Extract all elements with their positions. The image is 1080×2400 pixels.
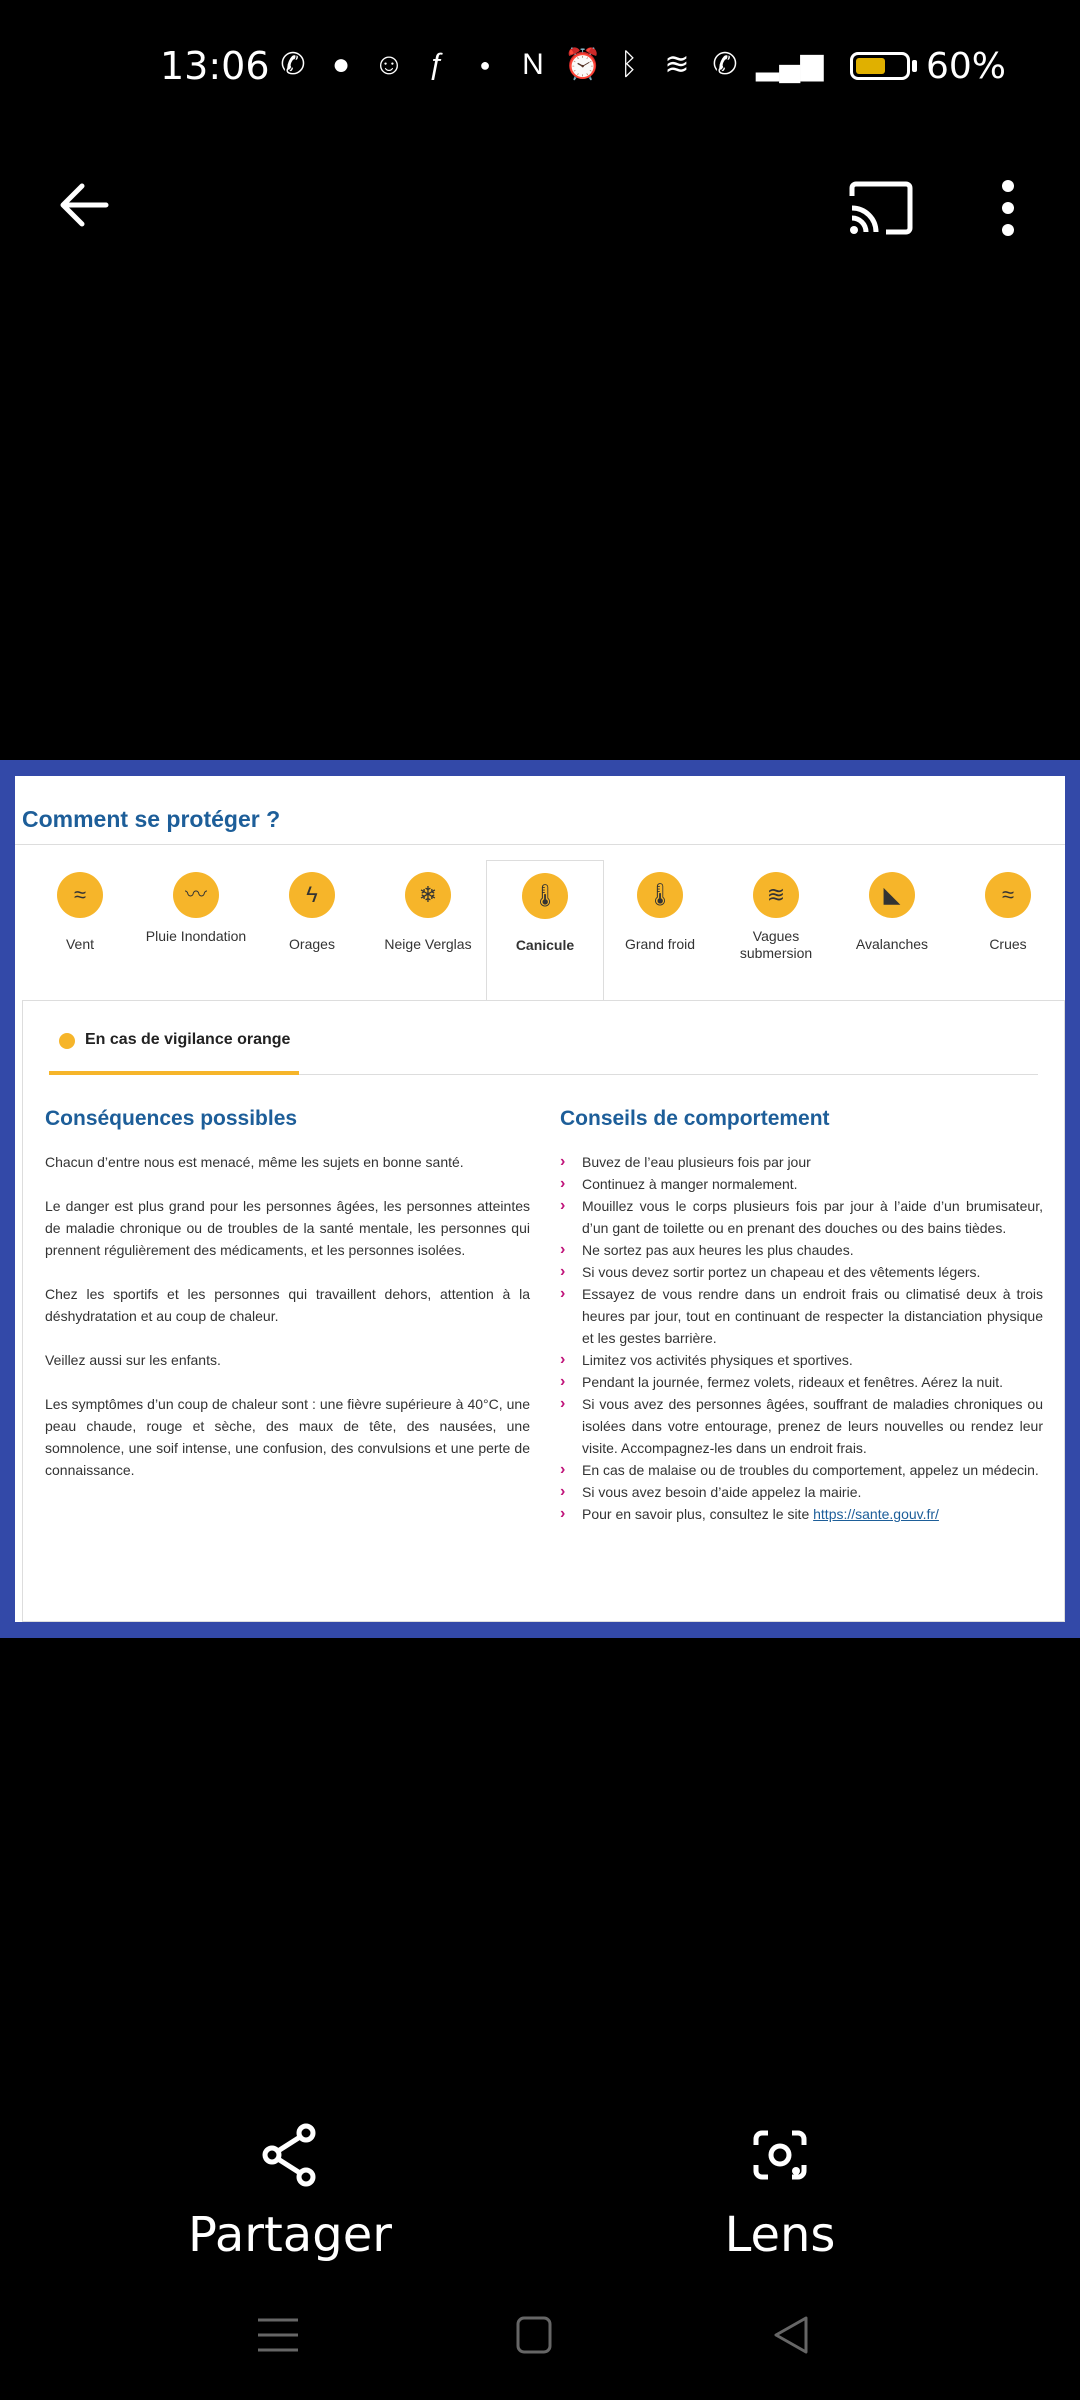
battery-icon bbox=[850, 52, 910, 80]
bluetooth-icon: ᛒ bbox=[620, 48, 638, 81]
list-item: › Pendant la journée, fermez volets, rideaux et fenêtres. Aérez la nuit. bbox=[560, 1373, 1004, 1390]
nfc-icon: N bbox=[522, 48, 544, 81]
status-bar bbox=[0, 0, 1080, 140]
list-item: › Limitez vos activités physiques et sportives. bbox=[560, 1351, 853, 1368]
list-item: › Essayez de vous rendre dans un endroit frais ou climatisé deux à trois heures par jour, tout en continuant de respecter la distanciation physique et les gestes barrière. bbox=[560, 1285, 1043, 1346]
river-flood-icon: ≈ bbox=[985, 872, 1031, 918]
dot-icon: ● bbox=[479, 55, 491, 75]
more-options-icon[interactable] bbox=[996, 178, 1020, 238]
tab-panel bbox=[22, 1000, 1065, 1622]
list-item: › Si vous avez besoin d’aide appelez la mairie. bbox=[560, 1483, 862, 1500]
list-item: › En cas de malaise ou de troubles du comportement, appelez un médecin. bbox=[560, 1461, 1039, 1478]
sante-link[interactable]: https://sante.gouv.fr/ bbox=[813, 1506, 939, 1522]
tab-vagues-submersion[interactable]: ≋ Vagues submersion bbox=[718, 860, 834, 1000]
tab-canicule[interactable]: 🌡 Canicule bbox=[486, 860, 604, 1001]
whatsapp-icon: ✆ bbox=[280, 48, 306, 81]
list-item: › Si vous avez des personnes âgées, souffrant de maladies chroniques ou isolées dans votre entourage, prenez de leurs nouvelles ou rendez leur visite. Accompagnez-les dans un endroit frais. bbox=[560, 1395, 1043, 1456]
signal-icon: ▂▄▆ bbox=[756, 48, 824, 81]
cast-icon[interactable] bbox=[846, 180, 916, 236]
wave-icon: ≋ bbox=[753, 872, 799, 918]
hazard-tabs bbox=[22, 860, 1065, 1000]
tab-vent[interactable]: ≈ Vent bbox=[22, 860, 138, 1000]
share-icon bbox=[260, 2123, 320, 2187]
list-item: › Si vous devez sortir portez un chapeau et des vêtements légers. bbox=[560, 1263, 981, 1280]
tab-orages[interactable]: ϟ Orages bbox=[254, 860, 370, 1000]
tab-avalanches[interactable]: ◣ Avalanches bbox=[834, 860, 950, 1000]
thunderstorm-icon: ϟ bbox=[289, 872, 335, 918]
page-title: Comment se protéger ? bbox=[22, 806, 281, 832]
lens-icon bbox=[750, 2125, 810, 2185]
list-item: › Ne sortez pas aux heures les plus chaudes. bbox=[560, 1241, 854, 1258]
facebook-icon: ƒ bbox=[428, 48, 446, 81]
vigilance-tab[interactable]: En cas de vigilance orange bbox=[49, 1025, 299, 1061]
recent-apps-icon[interactable] bbox=[248, 2310, 308, 2360]
tab-crues[interactable]: ≈ Crues bbox=[950, 860, 1065, 1000]
top-app-bar bbox=[0, 160, 1080, 250]
back-nav-icon[interactable] bbox=[762, 2310, 822, 2360]
orange-dot-icon bbox=[59, 1033, 75, 1049]
share-button[interactable]: Partager bbox=[180, 2115, 400, 2275]
tab-grand-froid[interactable]: 🌡 Grand froid bbox=[602, 860, 718, 1000]
chat-bubble-icon: ● bbox=[331, 48, 351, 81]
document-image[interactable] bbox=[0, 760, 1080, 1638]
wifi-call-icon: ✆ bbox=[712, 48, 738, 81]
list-item: › Continuez à manger normalement. bbox=[560, 1175, 798, 1192]
tab-pluie-inondation[interactable]: 〰 Pluie Inondation bbox=[138, 860, 254, 1000]
avalanche-icon: ◣ bbox=[869, 872, 915, 918]
home-icon[interactable] bbox=[504, 2310, 564, 2360]
thermometer-hot-icon: 🌡 bbox=[522, 873, 568, 919]
document-page bbox=[15, 776, 1065, 1622]
notification-icons bbox=[276, 48, 824, 82]
thermometer-cold-icon: 🌡 bbox=[637, 872, 683, 918]
list-item: › Mouillez vous le corps plusieurs fois par jour à l’aide d’un brumisateur, d’un gant de toilette ou en prenant des douches ou des bains tièdes. bbox=[560, 1197, 1043, 1236]
conseils-heading: Conseils de comportement bbox=[560, 1107, 830, 1130]
status-time: 13:06 bbox=[160, 44, 270, 88]
conseils-list bbox=[560, 1151, 1043, 1525]
battery-percent: 60% bbox=[926, 46, 1007, 87]
lens-button[interactable]: Lens bbox=[680, 2115, 880, 2275]
consequences-heading: Conséquences possibles bbox=[45, 1107, 298, 1130]
list-item: › Buvez de l’eau plusieurs fois par jour bbox=[560, 1153, 811, 1170]
alarm-icon: ⏰ bbox=[564, 48, 602, 81]
snapchat-icon: ☺ bbox=[373, 48, 405, 81]
list-item: › Pour en savoir plus, consultez le site https://sante.gouv.fr/ bbox=[560, 1505, 939, 1522]
wifi-icon: ≋ bbox=[664, 48, 690, 81]
flood-icon: 〰 bbox=[173, 872, 219, 918]
back-arrow-icon[interactable] bbox=[54, 180, 114, 230]
wind-icon: ≈ bbox=[57, 872, 103, 918]
consequences-text: Chacun d’entre nous est menacé, même les sujets en bonne santé. Le danger est plus grand pour les personnes âgées, les personnes atteintes de maladie chronique ou de troubles de la santé mentale, les personnes qui prennent régulièrement des médicaments, et les personnes isolées. Chez les sportifs et les personnes qui travaillent dehors, attention à la déshydratation et au coup de chaleur. Veillez aussi sur les enfants. Les symptômes d’un coup de chaleur sont : une fièvre supérieure à 40°C, une peau chaude, rouge et sèche, des maux de tête, des nausées, une somnolence, une soif intense, une confusion, des convulsions et une perte de connaissance. bbox=[45, 1154, 530, 1478]
snow-icon: ❄ bbox=[405, 872, 451, 918]
tab-neige-verglas[interactable]: ❄ Neige Verglas bbox=[370, 860, 486, 1000]
